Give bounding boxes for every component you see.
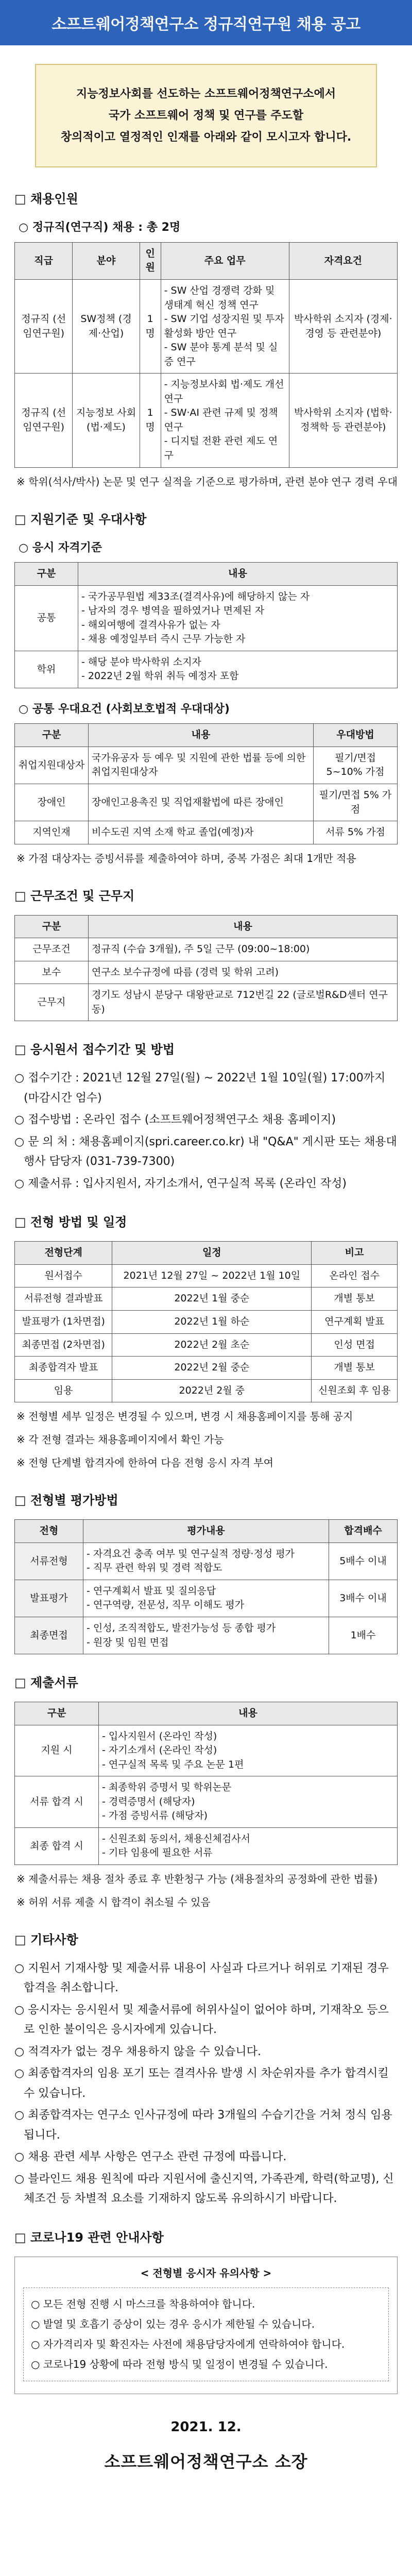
table-header: 내용 (99, 1702, 398, 1725)
table-cell: 임용 (15, 1379, 112, 1402)
schedule-table (14, 1241, 398, 1402)
table-cell: 국가유공자 등 예우 및 지원에 관한 법률 등에 의한 취업지원대상자 (89, 747, 314, 784)
table-cell: 2021년 12월 27일 ~ 2022년 1월 10일 (112, 1264, 312, 1287)
qualification-table (14, 562, 398, 688)
table-cell: 취업지원대상자 (15, 747, 89, 784)
table-header: 전형 (15, 1520, 83, 1543)
table-header: 인원 (140, 242, 161, 279)
table-cell: 최종합격자 발표 (15, 1357, 112, 1380)
table-cell: 1배수 (329, 1617, 398, 1654)
table-header: 구분 (15, 1702, 99, 1725)
table-cell: - 연구계획서 발표 및 질의응답 - 연구역량, 전문성, 직무 이해도 평가 (83, 1580, 329, 1617)
note: ※ 전형 단계별 합격자에 한하여 다음 전형 응시 자격 부여 (16, 1456, 274, 1469)
table-header: 전형단계 (15, 1242, 112, 1265)
table-cell: 개별 통보 (312, 1357, 398, 1380)
list-item: ○ 접수기간 : 2021년 12월 27일(월) ~ 2022년 1월 10일(월) 17:00까지 (마감시간 엄수) (14, 1072, 386, 1105)
page-title: 소프트웨어정책연구소 정규직연구원 채용 공고 (0, 0, 412, 45)
table-cell: 개별 통보 (312, 1287, 398, 1311)
table-cell: 학위 (15, 651, 78, 688)
table-row (15, 1379, 398, 1402)
table-cell: - 최종학위 증명서 및 학위논문 - 경력증명서 (해당자) - 가점 증빙서류 (해당자) (99, 1776, 398, 1828)
table-cell: 2022년 2월 중순 (112, 1357, 312, 1380)
table-cell: 2022년 2월 중 (112, 1379, 312, 1402)
table-cell: 지역인재 (15, 821, 89, 844)
table-row (15, 747, 398, 784)
table-cell: 지원 시 (15, 1725, 99, 1776)
table-row (15, 1311, 398, 1334)
section-title: □ 채용인원 (14, 192, 78, 207)
table-cell: 공통 (15, 585, 78, 651)
table-cell: 신원조회 후 임용 (312, 1379, 398, 1402)
list-item: ○ 채용 관련 세부 사항은 연구소 관련 규정에 따릅니다. (14, 2150, 287, 2164)
table-cell: 정규직 (선임연구원) (15, 374, 73, 467)
list-item: ○ 코로나19 상황에 따라 전형 방식 및 일정이 변경될 수 있습니다. (31, 2358, 328, 2370)
subsection-title: ○ 공통 우대요건 (사회보호법적 우대대상) (19, 702, 230, 716)
table-header: 구분 (15, 915, 89, 938)
table-header: 우대방법 (314, 724, 398, 747)
table-cell: 최종면접 (15, 1617, 83, 1654)
table-row (15, 1357, 398, 1380)
table-row (15, 784, 398, 821)
table-row (15, 651, 398, 688)
list-item: ○ 적격자가 없는 경우 채용하지 않을 수 있습니다. (14, 2045, 261, 2058)
table-header: 자격요건 (289, 242, 397, 279)
table-row (15, 279, 398, 373)
table-row (15, 1264, 398, 1287)
intro-box (35, 64, 377, 167)
table-cell: 정규직 (수습 3개월), 주 5일 근무 (09:00~18:00) (89, 938, 398, 961)
list-item: ○ 접수방법 : 온라인 접수 (소프트웨어정책연구소 채용 홈페이지) (14, 1113, 336, 1127)
table-cell: 지능정보 사회 (법·제도) (73, 374, 140, 467)
table-cell: 필기/면접 5~10% 가점 (314, 747, 398, 784)
table-cell: - 국가공무원법 제33조(결격사유)에 해당하지 않는 자 - 남자의 경우 병역을 필하였거나 면제된 자 - 해외여행에 결격사유가 없는 자 - 채용 예정일부터 즉시 근무 가능한 자 (78, 585, 398, 651)
list-item: ○ 블라인드 채용 원칙에 따라 지원서에 출신지역, 가족관계, 학력(학교명), 신체조건 등 차별적 요소를 기재하지 않도록 유의하시기 바랍니다. (14, 2172, 394, 2206)
table-cell: 정규직 (선임연구원) (15, 279, 73, 373)
note: ※ 학위(석사/박사) 논문 및 연구 실적을 기준으로 평가하며, 관련 분야 연구 경력 우대 (16, 475, 398, 488)
table-row (15, 1287, 398, 1311)
table-row (15, 821, 398, 844)
table-cell: 근무조건 (15, 938, 89, 961)
table-cell: - 자격요건 충족 여부 및 연구실적 정량·정성 평가 - 직무 관련 학위 및 경력 적합도 (83, 1543, 329, 1580)
table-cell: - 입사지원서 (온라인 작성) - 자기소개서 (온라인 작성) - 연구실적 목록 및 주요 논문 1편 (99, 1725, 398, 1776)
table-row (15, 984, 398, 1021)
table-cell: 보수 (15, 961, 89, 984)
table-cell: 3배수 이내 (329, 1580, 398, 1617)
list-item: ○ 문 의 처 : 채용홈페이지(spri.career.co.kr) 내 "Q&A" 게시판 또는 채용대행사 담당자 (031-739-7300) (14, 1135, 397, 1168)
table-row (15, 1776, 398, 1828)
section-title: □ 응시원서 접수기간 및 방법 (14, 1042, 175, 1057)
table-cell: 발표평가 (1차면접) (15, 1311, 112, 1334)
section-title: □ 기타사항 (14, 1932, 78, 1947)
intro-line: 지능정보사회를 선도하는 소프트웨어정책연구소에서 (76, 88, 336, 100)
table-row (15, 1543, 398, 1580)
section-title: □ 근무조건 및 근무지 (14, 888, 135, 903)
table-row (15, 1725, 398, 1776)
covid-notice-box (14, 2257, 398, 2394)
table-row (15, 374, 398, 467)
table-row (15, 1580, 398, 1617)
table-row (15, 1827, 398, 1865)
table-cell: 장애인 (15, 784, 89, 821)
table-cell: 박사학위 소지자 (법학·정책학 등 관련분야) (289, 374, 397, 467)
section-title: □ 전형별 평가방법 (14, 1493, 118, 1508)
work-conditions-table (14, 915, 398, 1022)
table-cell: 근무지 (15, 984, 89, 1021)
documents-table (14, 1702, 398, 1865)
intro-line: 국가 소프트웨어 정책 및 연구를 주도할 (108, 109, 304, 122)
preference-table (14, 723, 398, 844)
table-header: 합격배수 (329, 1520, 398, 1543)
table-cell: 연구계획 발표 (312, 1311, 398, 1334)
section-title: □ 전형 방법 및 일정 (14, 1215, 127, 1230)
table-cell: - 인성, 조직적합도, 발전가능성 등 종합 평가 - 원장 및 임원 면접 (83, 1617, 329, 1654)
note: ※ 가점 대상자는 증빙서류를 제출하여야 하며, 중복 가점은 최대 1개만 적용 (16, 852, 356, 865)
table-cell: 최종면접 (2차면접) (15, 1333, 112, 1357)
list-item: ○ 최종합격자는 연구소 인사규정에 따라 3개월의 수습기간을 거쳐 정식 임용됩니다. (14, 2109, 392, 2142)
table-header: 일정 (112, 1242, 312, 1265)
intro-line: 창의적이고 열정적인 인재를 아래와 같이 모시고자 합니다. (60, 130, 352, 144)
table-header: 내용 (89, 724, 314, 747)
table-cell: 경기도 성남시 분당구 대왕판교로 712번길 22 (글로벌R&D센터 연구동) (89, 984, 398, 1021)
table-cell: - 지능정보사회 법·제도 개선 연구 - SW·AI 관련 규제 및 정책 연구 - 디지털 전환 관련 제도 연구 (161, 374, 289, 467)
table-cell: - SW 산업 경쟁력 강화 및 생태계 혁신 정책 연구 - SW 기업 성장지원 및 투자 활성화 방안 연구 - SW 분야 통계 분석 및 실증 연구 (161, 279, 289, 373)
list-item: ○ 최종합격자의 임용 포기 또는 결격사유 발생 시 차순위자를 추가 합격시킬 수 있습니다. (14, 2067, 389, 2100)
table-cell: 박사학위 소지자 (경제·경영 등 관련분야) (289, 279, 397, 373)
table-cell: 장애인고용촉진 및 직업재활법에 따른 장애인 (89, 784, 314, 821)
list-item: ○ 응시자는 응시원서 및 제출서류에 허위사실이 없어야 하며, 기재착오 등으로 인한 불이익은 응시자에게 있습니다. (14, 2003, 389, 2037)
table-row (15, 1617, 398, 1654)
main-content (0, 167, 412, 2476)
table-cell: 비수도권 지역 소재 학교 졸업(예정)자 (89, 821, 314, 844)
table-cell: 서류전형 결과발표 (15, 1287, 112, 1311)
note: ※ 전형별 세부 일정은 변경될 수 있으며, 변경 시 채용홈페이지를 통해 공지 (16, 1410, 353, 1423)
table-cell: 최종 합격 시 (15, 1827, 99, 1865)
table-cell: 2022년 1월 중순 (112, 1287, 312, 1311)
table-header: 분야 (73, 242, 140, 279)
note: ※ 허위 서류 제출 시 합격이 취소될 수 있음 (16, 1895, 211, 1908)
covid-notice-list (23, 2287, 389, 2381)
table-header: 구분 (15, 724, 89, 747)
table-cell: - 신원조회 동의서, 채용신체검사서 - 기타 임용에 필요한 서류 (99, 1827, 398, 1865)
table-cell: 2022년 1월 하순 (112, 1311, 312, 1334)
issuing-organization: 소프트웨어정책연구소 소장 (104, 2452, 308, 2472)
table-cell: SW정책 (경제·산업) (73, 279, 140, 373)
table-header: 직급 (15, 242, 73, 279)
table-cell: 필기/면접 5% 가점 (314, 784, 398, 821)
table-cell: - 해당 분야 박사학위 소지자 - 2022년 2월 학위 취득 예정자 포함 (78, 651, 398, 688)
table-row (15, 938, 398, 961)
table-cell: 온라인 접수 (312, 1264, 398, 1287)
box-title: < 전형별 응시자 유의사항 > (140, 2266, 272, 2279)
table-row (15, 585, 398, 651)
table-cell: 서류전형 (15, 1543, 83, 1580)
table-cell: 2022년 2월 초순 (112, 1333, 312, 1357)
section-title: □ 지원기준 및 우대사항 (14, 512, 147, 527)
table-row (15, 961, 398, 984)
table-cell: 서류 합격 시 (15, 1776, 99, 1828)
table-row (15, 1333, 398, 1357)
subsection-title: ○ 응시 자격기준 (19, 541, 102, 554)
table-header: 내용 (89, 915, 398, 938)
table-cell: 연구소 보수규정에 따름 (경력 및 학위 고려) (89, 961, 398, 984)
section-title: □ 제출서류 (14, 1675, 78, 1690)
list-item: ○ 지원서 기재사항 및 제출서류 내용이 사실과 다르거나 허위로 기재된 경우 합격을 취소합니다. (14, 1961, 389, 1995)
table-cell: 1명 (140, 374, 161, 467)
table-cell: 5배수 이내 (329, 1543, 398, 1580)
note: ※ 제출서류는 채용 절차 종료 후 반환청구 가능 (채용절차의 공정화에 관한 법률) (16, 1872, 378, 1885)
table-header: 주요 업무 (161, 242, 289, 279)
subsection-title: ○ 정규직(연구직) 채용 : 총 2명 (19, 221, 181, 234)
table-cell: 발표평가 (15, 1580, 83, 1617)
table-cell: 인성 면접 (312, 1333, 398, 1357)
evaluation-table (14, 1519, 398, 1654)
list-item: ○ 제출서류 : 입사지원서, 자기소개서, 연구실적 목록 (온라인 작성) (14, 1177, 347, 1190)
section-title: □ 코로나19 관련 안내사항 (14, 2230, 164, 2245)
table-cell: 1명 (140, 279, 161, 373)
list-item: ○ 모든 전형 진행 시 마스크를 착용하여야 합니다. (31, 2297, 255, 2310)
table-header: 구분 (15, 563, 78, 586)
list-item: ○ 자가격리자 및 확진자는 사전에 채용담당자에게 연락하여야 합니다. (31, 2337, 345, 2350)
table-cell: 서류 5% 가점 (314, 821, 398, 844)
recruit-table (14, 242, 398, 468)
note: ※ 각 전형 결과는 채용홈페이지에서 확인 가능 (16, 1433, 224, 1446)
table-cell: 원서접수 (15, 1264, 112, 1287)
table-header: 평가내용 (83, 1520, 329, 1543)
announcement-date: 2021. 12. (170, 2419, 242, 2435)
table-header: 비고 (312, 1242, 398, 1265)
list-item: ○ 발열 및 호흡기 증상이 있는 경우 응시가 제한될 수 있습니다. (31, 2317, 315, 2330)
table-header: 내용 (78, 563, 398, 586)
